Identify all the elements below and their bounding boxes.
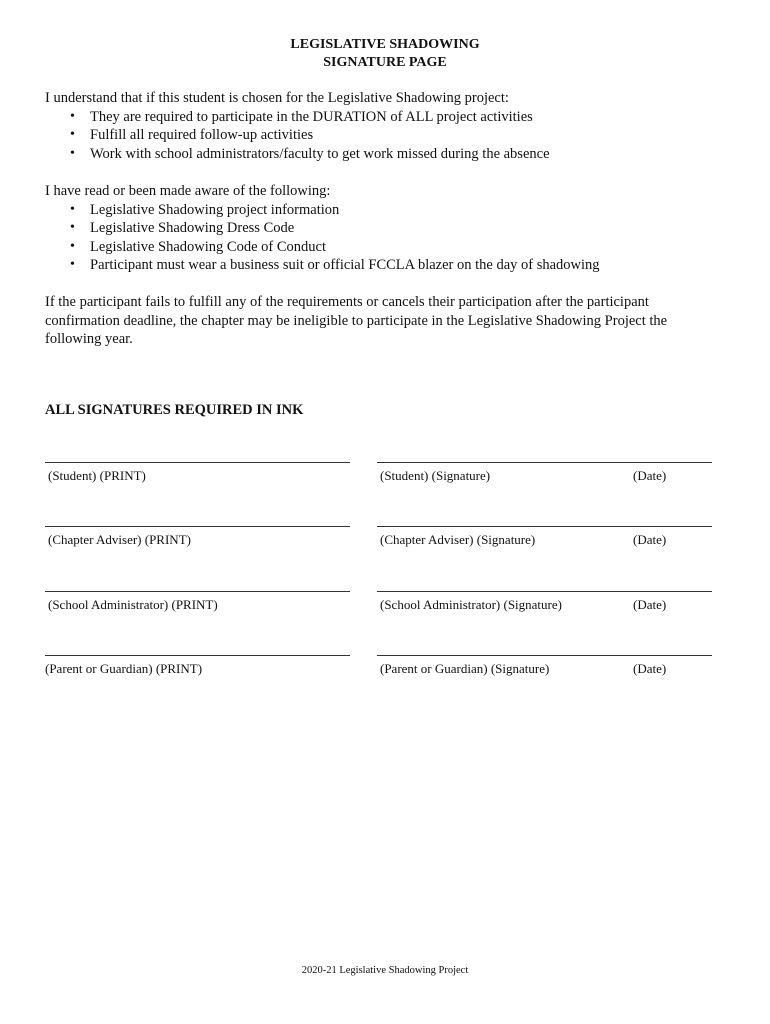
- page-footer: 2020-21 Legislative Shadowing Project: [301, 965, 469, 976]
- adviser-print-label: (Chapter Adviser) (PRINT): [48, 532, 191, 547]
- list-item: • They are required to participate in the DURATION of ALL project activities: [90, 108, 735, 127]
- title-line-2: SIGNATURE PAGE: [323, 55, 447, 70]
- awareness-intro: I have read or been made aware of the following:: [45, 183, 331, 199]
- student-signature-line[interactable]: [377, 462, 712, 463]
- signature-row-chapter-adviser: [45, 526, 712, 566]
- student-date-label: (Date): [633, 468, 667, 483]
- understanding-intro: I understand that if this student is chosen for the Legislative Shadowing project:: [45, 90, 509, 106]
- student-signature-label: (Student) (Signature): [380, 468, 491, 483]
- list-item: • Legislative Shadowing Dress Code: [90, 219, 735, 238]
- signature-row-parent-guardian: [45, 655, 712, 695]
- administrator-signature-line[interactable]: [377, 591, 712, 592]
- list-item: • Work with school administrators/faculty to get work missed during the absence: [90, 145, 735, 164]
- guardian-date-label: (Date): [633, 661, 667, 676]
- understanding-list: [45, 108, 735, 164]
- administrator-print-label: (School Administrator) (PRINT): [48, 597, 218, 612]
- signatures-heading: ALL SIGNATURES REQUIRED IN INK: [45, 402, 304, 418]
- list-item: • Participant must wear a business suit or official FCCLA blazer on the day of shadowing: [90, 256, 735, 275]
- guardian-print-line[interactable]: [45, 655, 350, 656]
- awareness-list: [45, 201, 735, 275]
- understanding-section: [45, 89, 735, 163]
- administrator-signature-label: (School Administrator) (Signature): [380, 597, 562, 612]
- adviser-print-line[interactable]: [45, 526, 350, 527]
- adviser-signature-label: (Chapter Adviser) (Signature): [380, 532, 536, 547]
- administrator-date-label: (Date): [633, 597, 667, 612]
- page-title: [0, 36, 770, 72]
- administrator-print-line[interactable]: [45, 591, 350, 592]
- guardian-signature-label: (Parent or Guardian) (Signature): [380, 661, 550, 676]
- adviser-signature-line[interactable]: [377, 526, 712, 527]
- signature-row-school-administrator: [45, 591, 712, 631]
- list-item: • Legislative Shadowing project information: [90, 201, 735, 220]
- awareness-section: [45, 182, 735, 275]
- guardian-print-label: (Parent or Guardian) (PRINT): [45, 661, 203, 676]
- title-line-1: LEGISLATIVE SHADOWING: [290, 37, 480, 52]
- notice-paragraph: If the participant fails to fulfill any of the requirements or cancels their participation after the participant confirmation deadline, the chapter may be ineligible to participate in the Legislative Shadowing Project the following year.: [45, 294, 668, 347]
- guardian-signature-line[interactable]: [377, 655, 712, 656]
- list-item: • Fulfill all required follow-up activities: [90, 126, 735, 145]
- student-print-line[interactable]: [45, 462, 350, 463]
- signature-row-student: [45, 462, 712, 502]
- adviser-date-label: (Date): [633, 532, 667, 547]
- student-print-label: (Student) (PRINT): [48, 468, 146, 483]
- notice-section: [45, 293, 715, 349]
- list-item: • Legislative Shadowing Code of Conduct: [90, 238, 735, 257]
